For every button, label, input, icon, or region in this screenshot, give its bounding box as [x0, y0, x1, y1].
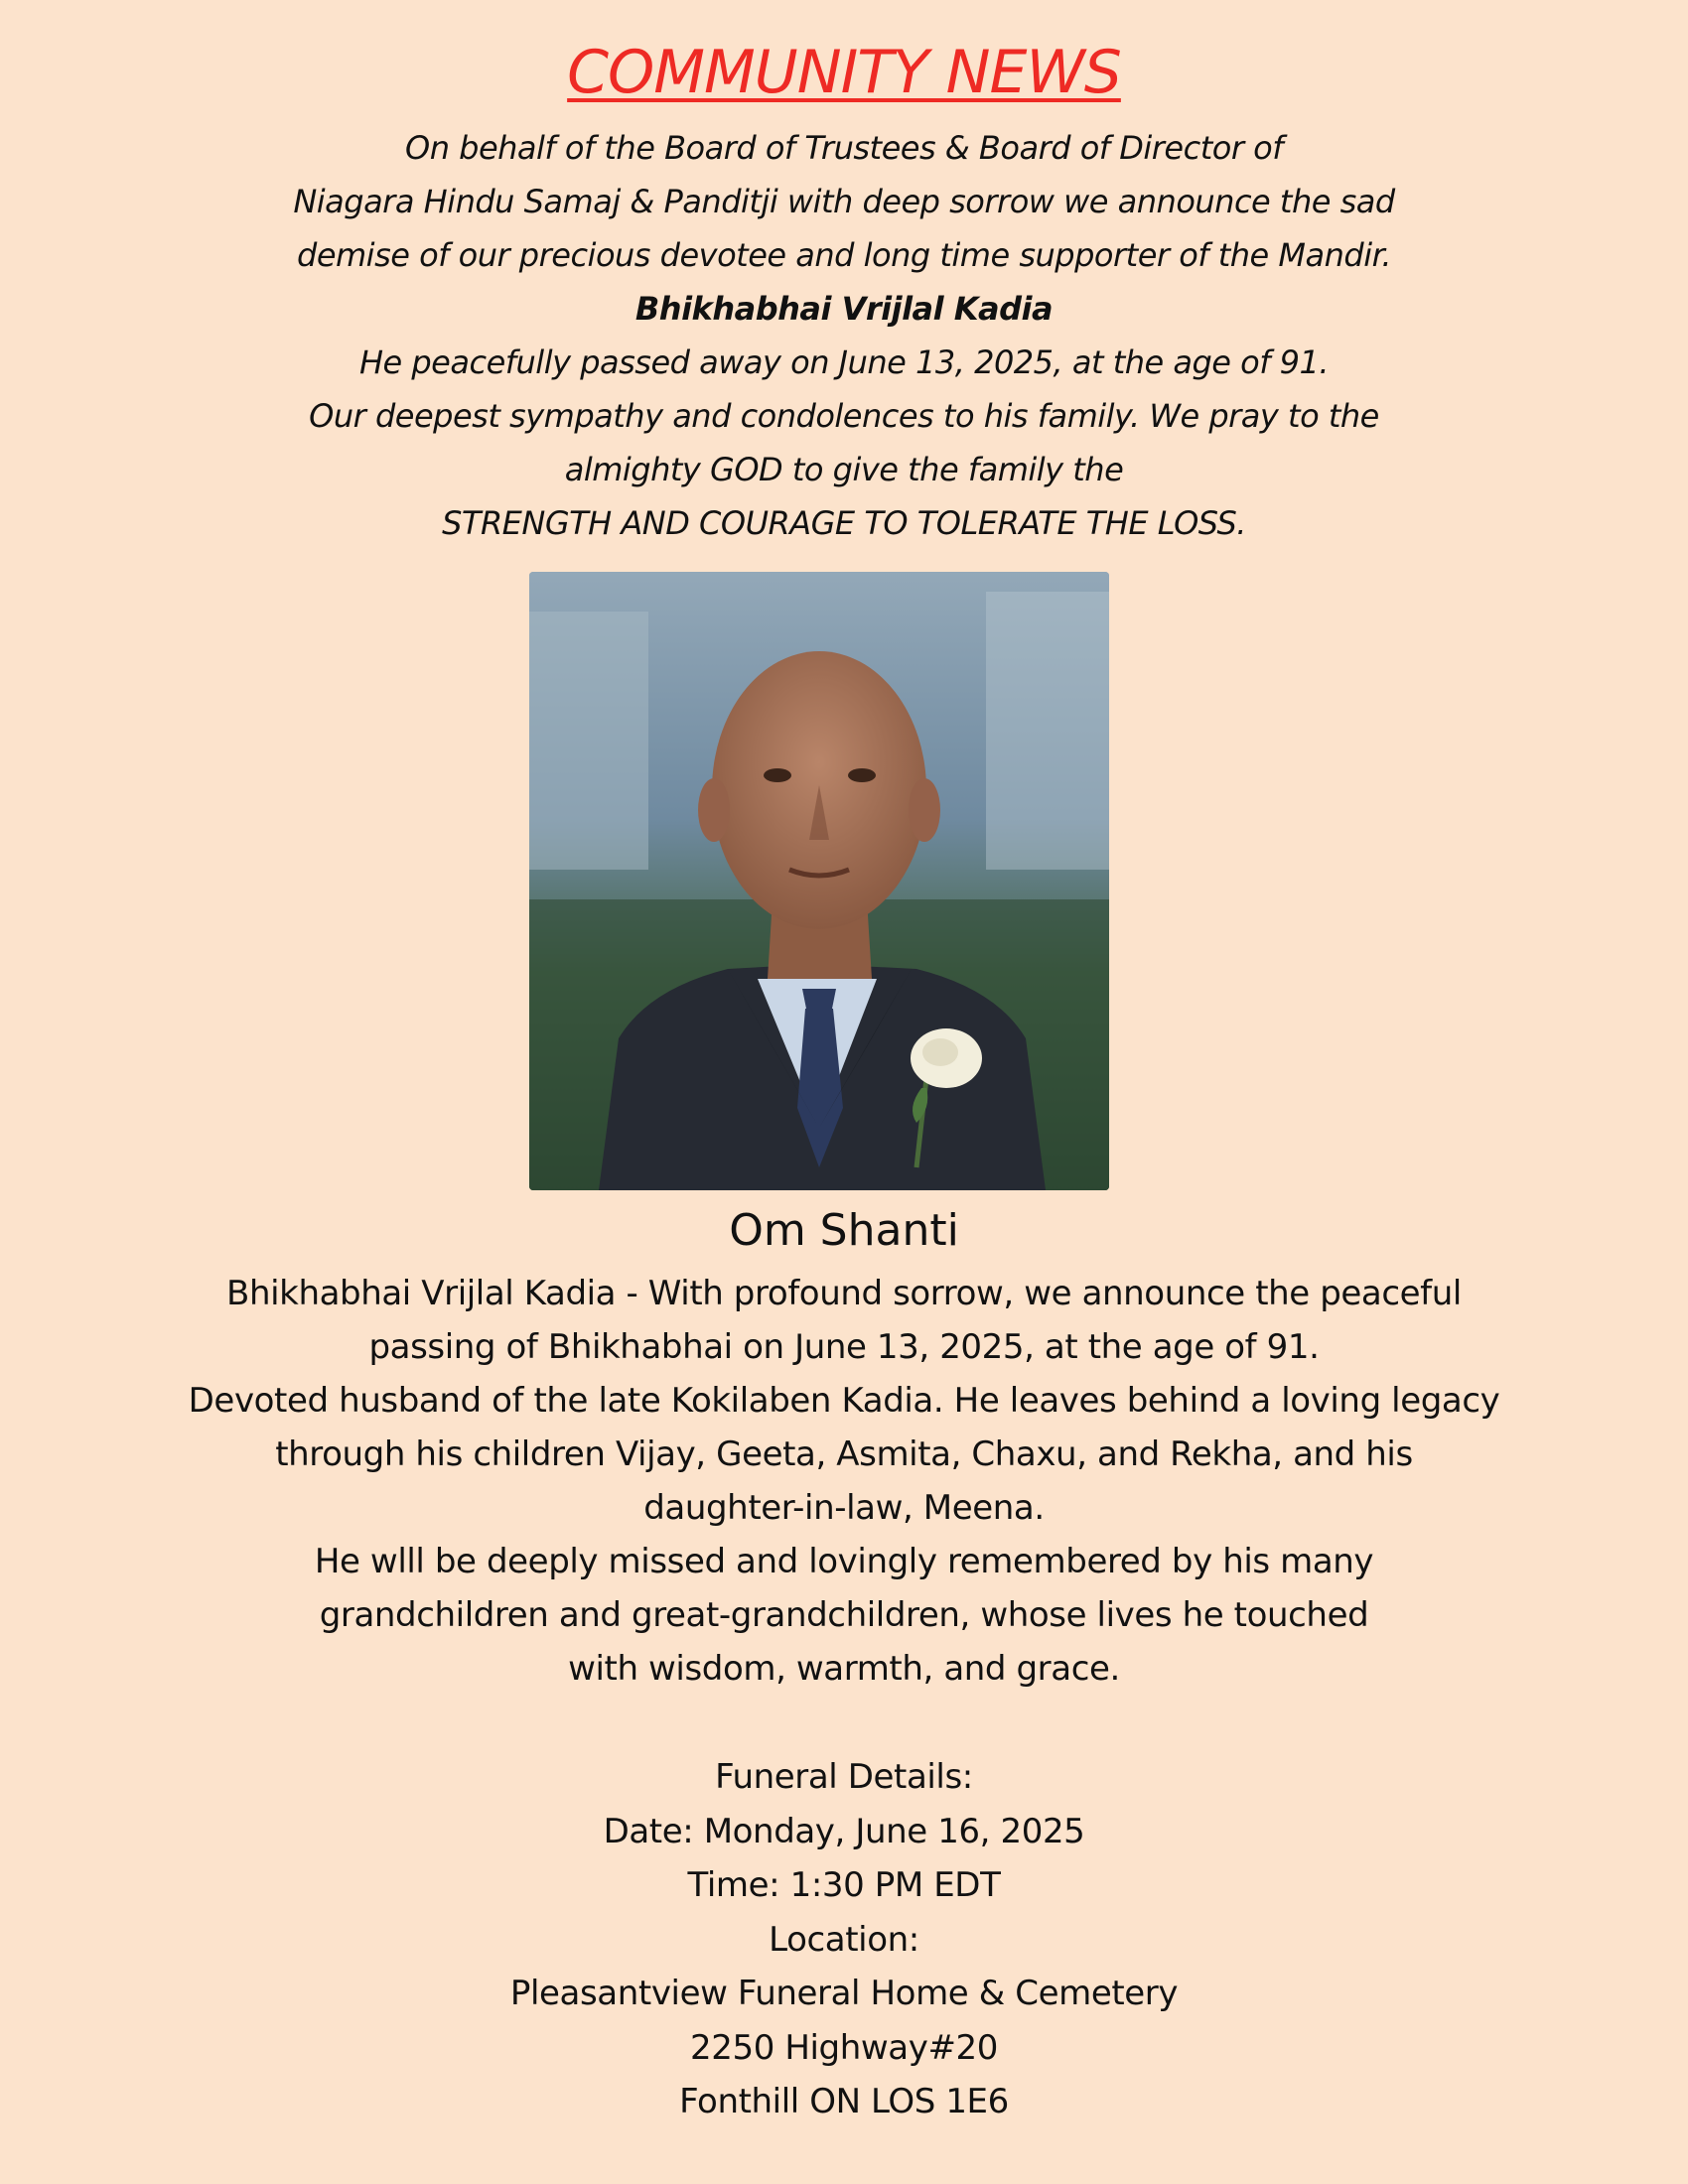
obituary-line: Devoted husband of the late Kokilaben Kadia. He leaves behind a loving legacy — [188, 1381, 1500, 1421]
funeral-time: Time: 1:30 PM EDT — [687, 1865, 1001, 1905]
intro-line: almighty GOD to give the family the — [564, 451, 1124, 488]
funeral-address-line: 2250 Highway#20 — [690, 2027, 998, 2068]
funeral-heading: Funeral Details: — [715, 1757, 973, 1797]
intro-line: On behalf of the Board of Trustees & Board of Director of — [405, 129, 1283, 167]
funeral-details — [0, 1750, 1688, 2129]
funeral-date: Date: Monday, June 16, 2025 — [603, 1811, 1085, 1851]
om-shanti-heading: Om Shanti — [729, 1205, 959, 1256]
obituary-text — [0, 1267, 1688, 1696]
obituary-line: Bhikhabhai Vrijlal Kadia - With profound sorrow, we announce the peaceful — [226, 1274, 1462, 1313]
obituary-line: with wisdom, warmth, and grace. — [568, 1649, 1120, 1689]
obituary-line: daughter-in-law, Meena. — [643, 1488, 1045, 1528]
intro-line: Niagara Hindu Samaj & Panditji with deep sorrow we announce the sad — [293, 183, 1395, 220]
obituary-line: passing of Bhikhabhai on June 13, 2025, at the age of 91. — [368, 1327, 1320, 1367]
intro-line: Our deepest sympathy and condolences to his family. We pray to the — [309, 397, 1379, 435]
funeral-location-label: Location: — [769, 1919, 919, 1960]
obituary-line: through his children Vijay, Geeta, Asmita, Chaxu, and Rekha, and his — [275, 1434, 1413, 1474]
deceased-name: Bhikhabhai Vrijlal Kadia — [634, 290, 1054, 328]
funeral-venue: Pleasantview Funeral Home & Cemetery — [509, 1974, 1179, 2013]
portrait-photo — [529, 572, 1109, 1190]
obituary-line: grandchildren and great-grandchildren, whose lives he touched — [319, 1595, 1369, 1635]
announcement-intro — [0, 121, 1688, 550]
funeral-address-line: Fonthill ON LOS 1E6 — [679, 2082, 1009, 2121]
page-title: COMMUNITY NEWS — [567, 38, 1121, 107]
obituary-line: He wlll be deeply missed and lovingly remembered by his many — [314, 1542, 1374, 1581]
intro-line: He peacefully passed away on June 13, 2025, at the age of 91. — [358, 343, 1330, 381]
intro-line: STRENGTH AND COURAGE TO TOLERATE THE LOSS. — [442, 504, 1246, 542]
intro-line: demise of our precious devotee and long time supporter of the Mandir. — [297, 236, 1391, 274]
portrait-illustration — [529, 572, 1109, 1190]
